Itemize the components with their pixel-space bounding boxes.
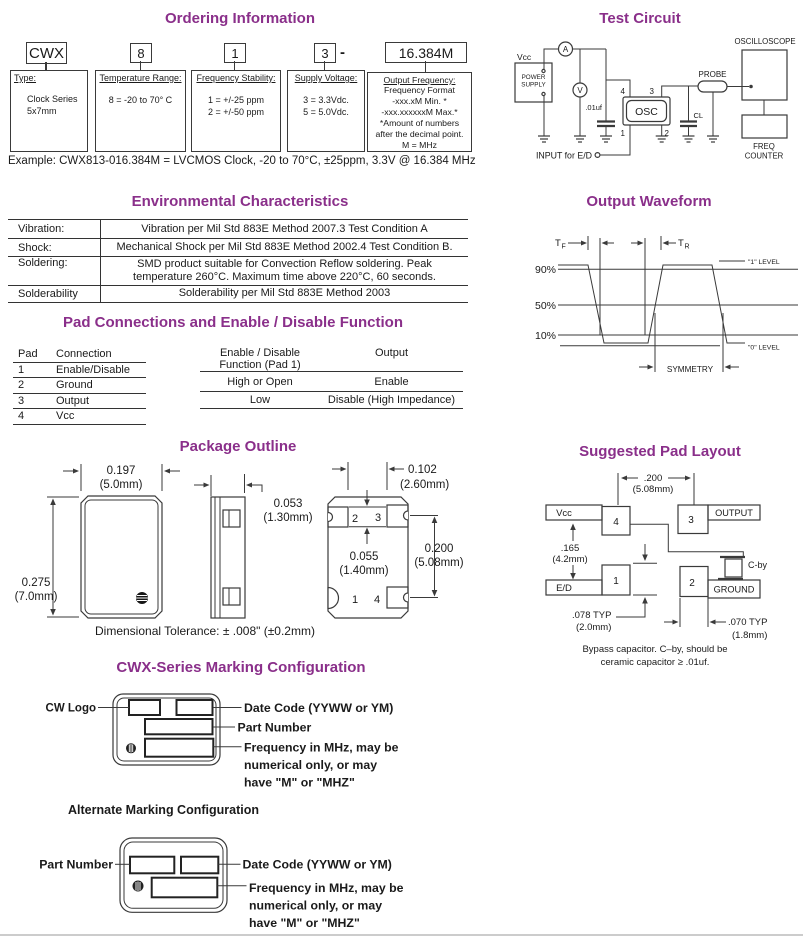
level-90-label: 90% (534, 264, 556, 276)
pad-number: 2 (18, 379, 25, 392)
field-voltage-line: 3 = 3.3Vdc. (303, 95, 349, 105)
gap-width-dim: 0.102 (408, 464, 437, 476)
row-label: Vibration: (8, 220, 101, 238)
vcc-label: Vcc (517, 52, 532, 62)
environmental-title: Environmental Characteristics (131, 193, 349, 210)
pitch-dim: 0.200 (424, 543, 454, 555)
pad3-number: 3 (375, 512, 382, 524)
row-value: temperature 260°C. Maximum time above 220°C, 60 seconds. (133, 271, 436, 283)
tr-sub-label: R (684, 243, 690, 251)
front-width-dim-mm: (5.0mm) (99, 479, 143, 491)
frequency-label: numerical only, or may (244, 758, 378, 772)
pin2-label: 2 (664, 129, 669, 138)
ammeter-label: A (562, 45, 569, 54)
oscilloscope-label: OSCILLOSCOPE (734, 37, 796, 46)
code-box-stability: 1 (224, 43, 246, 63)
pad-connection: Vcc (56, 410, 75, 423)
marking-diagram (25, 688, 440, 793)
pad-connection: Enable/Disable (56, 363, 130, 376)
level-10-label: 10% (534, 330, 556, 342)
pad-layout-diagram (540, 465, 790, 650)
ed-output: Disable (High Impedance) (327, 393, 456, 406)
front-height-dim: 0.275 (21, 577, 51, 589)
field-temp-line: 8 = -20 to 70° C (108, 95, 173, 105)
pad3-number: 3 (688, 515, 694, 526)
field-voltage-line: 5 = 5.0Vdc. (303, 107, 349, 117)
pitch-dim-mm: (5.08mm) (414, 557, 464, 569)
ordering-example: Example: CWX813-016.384M = LVCMOS Clock, -20 to 70°C, ±25ppm, 3.3V @ 16.384 MHz (8, 155, 476, 167)
connector (140, 61, 142, 70)
page-bottom-border (0, 934, 803, 936)
vcc-pad-label: Vcc (556, 508, 572, 519)
pad-number: 1 (18, 363, 25, 376)
pin4-label: 4 (620, 87, 625, 96)
tf-sub-label: F (561, 243, 566, 251)
part-number-label: Part Number (39, 857, 113, 872)
table-row (8, 257, 468, 286)
pad-connection: Ground (56, 379, 93, 392)
row-value: Mechanical Shock per Mil Std 883E Method 2002.4 Test Condition B. (116, 241, 453, 253)
power-supply-label: POWER (521, 74, 546, 81)
pad-w-dim: .070 TYP (728, 617, 768, 628)
code-box-temp: 8 (130, 43, 152, 63)
table-row (13, 363, 146, 379)
bypass-cap-label: .01uf (585, 103, 602, 112)
pad-connection: Output (56, 394, 90, 407)
symmetry-label: SYMMETRY (666, 365, 714, 374)
pad-w-dim-mm: (1.8mm) (732, 630, 768, 641)
field-frequency-line: M = MHz (402, 140, 437, 150)
ed-state: High or Open (227, 375, 293, 388)
oscilloscope-box (742, 50, 787, 100)
circuit-components (515, 42, 787, 157)
row-label: Soldering: (8, 257, 101, 285)
table-header (200, 347, 463, 372)
pad-len-dim: .078 TYP (572, 610, 612, 621)
front-width-dim: 0.197 (106, 465, 136, 477)
code-box-voltage: 3 (314, 43, 336, 63)
pad4-number: 4 (374, 594, 381, 606)
level0-label: "0" LEVEL (748, 344, 780, 352)
field-frequency (367, 72, 472, 152)
field-type (10, 70, 88, 152)
row-value: SMD product suitable for Convection Reflow soldering. Peak (137, 258, 432, 270)
field-frequency-line: -xxx.xM Min. * (392, 96, 447, 106)
circuit-wires (538, 49, 764, 155)
field-frequency-line: *Amount of numbers (379, 118, 460, 128)
probe-symbol (698, 81, 727, 92)
cby-label: C-by (748, 560, 768, 570)
frequency-label: Frequency in MHz, may be (244, 740, 399, 755)
connector (234, 61, 236, 70)
front-height-dim-mm: (7.0mm) (14, 591, 58, 603)
tr-label: T (678, 238, 684, 249)
frequency-label: have "M" or "MHZ" (249, 916, 360, 930)
date-code-label: Date Code (YYWW or YM) (242, 857, 392, 872)
power-supply-label: SUPPLY (521, 81, 546, 89)
test-circuit-title: Test Circuit (599, 10, 681, 27)
frequency-label: numerical only, or may (249, 898, 383, 913)
osc-label: OSC (635, 106, 658, 118)
ed-state: Low (249, 393, 271, 406)
code-dash: - (340, 44, 345, 61)
ed-header: Enable / Disable (219, 347, 301, 359)
field-type-line: Clock Series (27, 94, 78, 104)
field-frequency-line: -xxx.xxxxxxM Max.* (381, 107, 458, 117)
field-frequency-line: Frequency Format (384, 85, 455, 95)
pad-connections-title: Pad Connections and Enable / Disable Function (62, 314, 404, 331)
field-stability-line: 1 = +/-25 ppm (207, 95, 265, 105)
side-thickness-dim: 0.053 (273, 498, 303, 510)
table-row (13, 378, 146, 394)
alt-marking-title: Alternate Marking Configuration (68, 803, 259, 817)
pad-number: 4 (18, 410, 25, 423)
table-row (13, 409, 146, 425)
level1-label: "1" LEVEL (748, 259, 780, 266)
input-ed-label: INPUT for E/D (535, 150, 592, 161)
marking-package (98, 694, 242, 765)
probe-label: PROBE (698, 70, 727, 79)
table-row (200, 372, 463, 392)
ed-output: Enable (374, 375, 409, 388)
field-type-line: 5x7mm (27, 106, 57, 116)
field-voltage-label: Supply Voltage: (294, 73, 358, 83)
pitch-v-dim-mm: (4.2mm) (552, 554, 588, 565)
pitch-h-dim-mm: (5.08mm) (632, 484, 674, 495)
date-code-label: Date Code (YYWW or YM) (244, 701, 394, 715)
row-value: Vibration per Mil Std 883E Method 2007.3 Test Condition A (141, 222, 428, 235)
pad-layout-title: Suggested Pad Layout (579, 443, 741, 460)
conn-col-header: Connection (56, 348, 112, 361)
pad-connection-table (13, 347, 146, 425)
frequency-label: have "M" or "MHZ" (244, 775, 355, 790)
bypass-note: ceramic capacitor ≥ .01uf. (600, 657, 710, 668)
row-label: Shock: (8, 239, 101, 256)
table-row (200, 392, 463, 409)
code-box-frequency: 16.384M (385, 42, 467, 63)
level-50-label: 50% (534, 300, 556, 312)
tolerance-note: Dimensional Tolerance: ± .008" (±0.2mm) (95, 624, 315, 638)
field-temp (95, 70, 186, 152)
field-frequency-line: after the decimal point. (375, 129, 464, 139)
part-number-label: Part Number (237, 720, 312, 735)
table-row (8, 286, 468, 303)
pad2-number: 2 (352, 513, 359, 525)
side-thickness-dim-mm: (1.30mm) (263, 512, 313, 524)
marking-title: CWX-Series Marking Configuration (116, 659, 366, 676)
output-waveform-diagram (505, 215, 803, 390)
field-type-label: Type: (14, 73, 37, 83)
field-stability-line: 2 = +/-50 ppm (207, 107, 265, 117)
ordering-title: Ordering Information (165, 10, 315, 27)
freq-counter-label: COUNTER (744, 151, 784, 161)
connector (425, 61, 427, 72)
connector (324, 61, 326, 70)
alt-marking-diagram (25, 830, 450, 935)
waveform-title: Output Waveform (586, 193, 712, 210)
enable-disable-table (200, 347, 463, 409)
output-header: Output (374, 347, 409, 359)
ground-pad-label: GROUND (713, 584, 755, 595)
input-terminal (595, 153, 600, 158)
output-pad-label: OUTPUT (715, 508, 753, 518)
field-voltage (287, 70, 365, 152)
test-circuit-diagram (503, 33, 803, 178)
tf-label: T (555, 238, 561, 249)
environmental-table (8, 219, 468, 303)
pad1-number: 1 (352, 594, 359, 606)
code-box-type: CWX (26, 42, 67, 64)
table-row (8, 239, 468, 257)
connector (45, 62, 47, 70)
row-value: Solderability per Mil Std 883E Method 2003 (178, 287, 391, 300)
pitch-h-dim: .200 (643, 473, 663, 484)
table-row (8, 219, 468, 239)
freq-counter-box (742, 115, 787, 138)
field-stability (191, 70, 281, 152)
ed-pad-label: E/D (556, 583, 572, 594)
pad2-number: 2 (689, 578, 695, 589)
pad4-number: 4 (613, 517, 619, 528)
pad-height-dim-mm: (1.40mm) (339, 565, 389, 577)
voltmeter-label: V (577, 86, 583, 95)
pad1-number: 1 (613, 576, 619, 587)
package-outline-diagram (0, 460, 480, 630)
table-header (13, 347, 146, 363)
waveform-lines (558, 236, 798, 372)
frequency-label: Frequency in MHz, may be (249, 881, 404, 895)
bypass-note: Bypass capacitor. C–by, should be (582, 644, 728, 655)
row-label: Solderability (8, 286, 101, 302)
pad-number: 3 (18, 394, 25, 407)
field-temp-label: Temperature Range: (99, 73, 182, 83)
table-row (13, 394, 146, 410)
ed-header: Function (Pad 1) (219, 359, 301, 371)
field-stability-label: Frequency Stability: (196, 73, 276, 83)
pad-col-header: Pad (18, 348, 38, 361)
alt-marking-package (115, 838, 247, 912)
pad-height-dim: 0.055 (349, 551, 379, 563)
cl-label: CL (693, 111, 704, 120)
pin1-label: 1 (620, 129, 625, 138)
pin3-label: 3 (649, 87, 654, 96)
package-outline-title: Package Outline (179, 438, 297, 455)
freq-counter-label: FREQ (753, 142, 775, 151)
side-view (194, 474, 262, 618)
gap-width-dim-mm: (2.60mm) (400, 479, 450, 491)
cw-logo-label: CW Logo (45, 702, 96, 715)
pad-len-dim-mm: (2.0mm) (576, 622, 612, 633)
field-frequency-label: Output Frequency: (383, 75, 456, 85)
pitch-v-dim: .165 (560, 543, 580, 554)
